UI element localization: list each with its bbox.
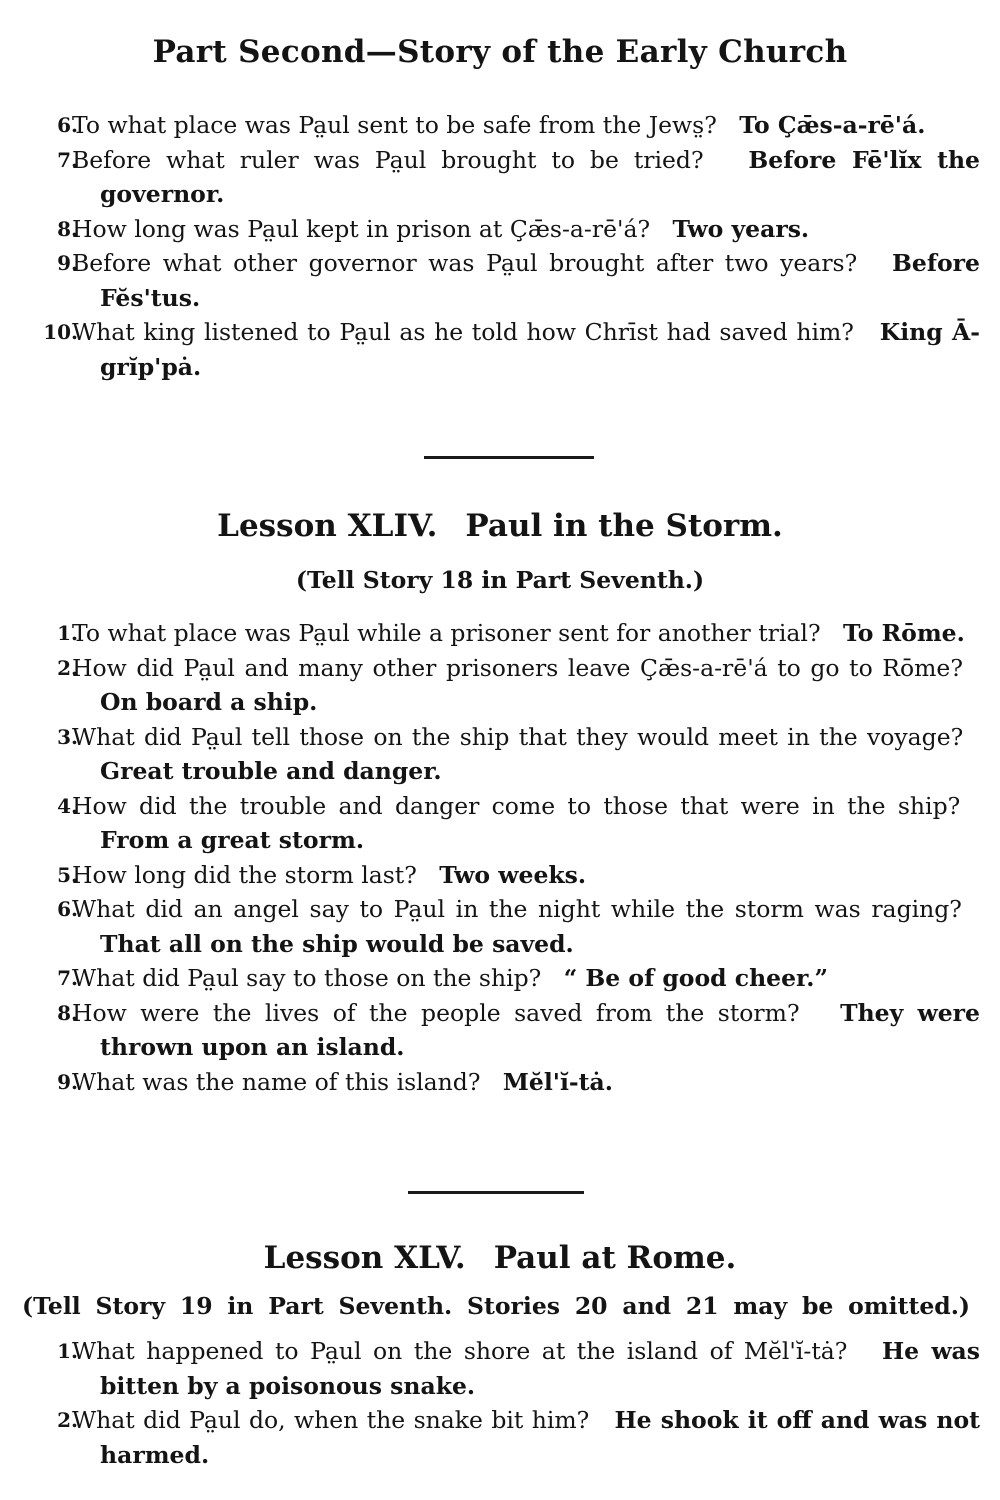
question-text: Before what ruler was Pa̤ul brought to be tried? xyxy=(72,145,704,174)
section-divider xyxy=(424,456,594,459)
question-number: 5. xyxy=(57,862,78,887)
lesson-question-list xyxy=(28,616,980,1099)
question-number: 9. xyxy=(57,251,78,275)
question-number: 1. xyxy=(57,621,78,645)
lesson-number: Lesson XLV. xyxy=(263,1240,466,1276)
question-text: What did Pa̤ul say to those on the ship? xyxy=(72,964,542,992)
question-text: What king listened to Pa̤ul as he told how Chrīst had saved him? xyxy=(72,318,854,346)
question-number: 8. xyxy=(57,1000,78,1025)
section-divider xyxy=(408,1191,584,1194)
list-item xyxy=(28,892,980,961)
list-item xyxy=(28,789,980,858)
list-item xyxy=(28,720,980,789)
question-text: How did the trouble and danger come to those that were in the ship? xyxy=(72,791,961,820)
list-item xyxy=(28,1065,980,1100)
question-text: How long was Pa̤ul kept in prison at Çǣs-a-rē'á? xyxy=(72,214,651,243)
question-number: 9. xyxy=(57,1069,78,1094)
answer-text: Two weeks. xyxy=(439,860,587,889)
list-item xyxy=(28,858,980,893)
list-item xyxy=(28,996,980,1065)
question-number: 10. xyxy=(43,320,78,344)
answer-text: King Ā-grĭp'pȧ. xyxy=(100,318,980,381)
answer-text: He was bitten by a poisonous snake. xyxy=(100,1337,981,1400)
list-item xyxy=(28,212,980,247)
question-text: What did Pa̤ul do, when the snake bit him? xyxy=(72,1406,590,1434)
lesson-note: (Tell Story 19 in Part Seventh. Stories 20 and 21 may be omitted.) xyxy=(22,1292,970,1320)
list-item xyxy=(28,1334,980,1403)
question-text: To what place was Pa̤ul while a prisoner sent for another trial? xyxy=(72,619,821,647)
list-item xyxy=(28,651,980,720)
question-text: What did Pa̤ul tell those on the ship that they would meet in the voyage? xyxy=(72,722,964,751)
lesson-question-list xyxy=(28,1334,980,1472)
question-number: 2. xyxy=(57,655,78,680)
answer-text: “ Be of good cheer.” xyxy=(563,964,828,992)
list-item xyxy=(28,108,980,143)
lesson-name: Paul in the Storm. xyxy=(465,508,783,544)
question-text: What was the name of this island? xyxy=(72,1067,481,1096)
question-number: 8. xyxy=(57,216,78,241)
question-text: What did an angel say to Pa̤ul in the night while the storm was raging? xyxy=(72,895,962,923)
question-number: 7. xyxy=(57,966,78,990)
question-number: 1. xyxy=(57,1339,78,1363)
question-text: How long did the storm last? xyxy=(72,860,417,889)
answer-text: To Çǣs-a-rē'á. xyxy=(739,111,926,139)
list-item xyxy=(28,616,980,651)
answer-text: He shook it off and was not harmed. xyxy=(100,1406,980,1469)
answer-text: That all on the ship would be saved. xyxy=(100,929,574,958)
lesson-name: Paul at Rome. xyxy=(493,1240,737,1276)
answer-text: They were thrown upon an island. xyxy=(100,998,981,1061)
question-text: What happened to Pa̤ul on the shore at the island of Mĕl'ĭ-tȧ? xyxy=(72,1337,848,1365)
answer-text: Mĕl'ĭ-tȧ. xyxy=(502,1067,613,1096)
answer-text: To Rōme. xyxy=(842,619,965,647)
running-header: Part Second—Story of the Early Church xyxy=(152,34,848,70)
lesson-title xyxy=(0,1240,1000,1276)
question-number: 7. xyxy=(57,147,78,172)
answer-text: Two years. xyxy=(672,214,810,243)
question-number: 3. xyxy=(57,724,78,749)
intro-question-list xyxy=(28,108,980,384)
question-text: To what place was Pa̤ul sent to be safe from the Jews̤? xyxy=(72,111,717,139)
list-item xyxy=(28,961,980,996)
answer-text: On board a ship. xyxy=(100,688,318,716)
lesson-title xyxy=(0,508,1000,544)
answer-text: Before Fē'lĭx the governor. xyxy=(100,145,980,208)
question-text: How were the lives of the people saved from the storm? xyxy=(72,998,800,1027)
list-item xyxy=(28,143,980,212)
lesson-note: (Tell Story 18 in Part Seventh.) xyxy=(295,566,705,594)
question-number: 6. xyxy=(57,113,78,137)
question-text: Before what other governor was Pa̤ul brought after two years? xyxy=(72,249,858,277)
question-text: How did Pa̤ul and many other prisoners leave Çǣs-a-rē'á to go to Rōme? xyxy=(72,653,963,682)
list-item xyxy=(28,1403,980,1472)
answer-text: Before Fĕs'tus. xyxy=(100,249,980,312)
question-number: 6. xyxy=(57,897,78,921)
list-item xyxy=(28,315,980,384)
answer-text: From a great storm. xyxy=(100,826,364,854)
question-number: 2. xyxy=(57,1408,78,1432)
lesson-number: Lesson XLIV. xyxy=(217,508,438,544)
answer-text: Great trouble and danger. xyxy=(100,757,442,785)
question-number: 4. xyxy=(57,793,78,818)
list-item xyxy=(28,246,980,315)
